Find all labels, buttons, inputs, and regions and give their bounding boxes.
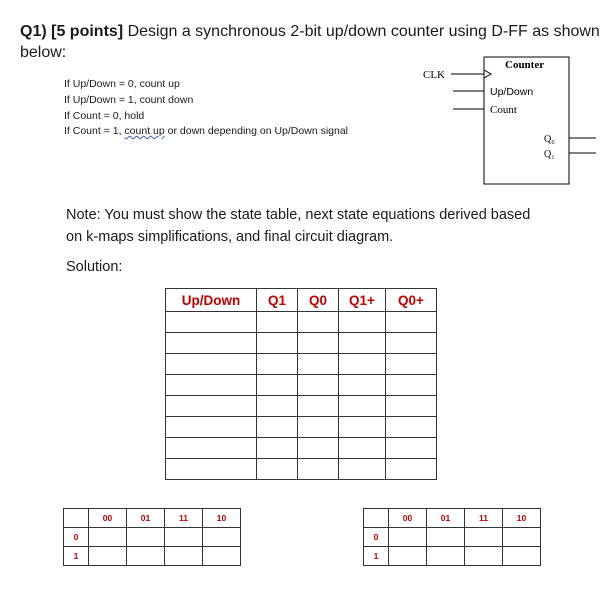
state-table-cell [166, 396, 257, 417]
state-table-cell [386, 438, 437, 459]
state-table-row [166, 375, 437, 396]
state-table [165, 288, 437, 480]
kmap-cell [503, 547, 541, 566]
kmap-cell [127, 547, 165, 566]
state-table-row [166, 417, 437, 438]
solution-label: Solution: [66, 259, 123, 275]
kmap-col-header: 01 [427, 509, 465, 528]
header-q0-next: Q0+ [386, 289, 437, 312]
kmap-cell [89, 528, 127, 547]
state-table-cell [257, 459, 298, 480]
kmap-cell [203, 528, 241, 547]
question-number: Q1) [20, 23, 47, 40]
kmap-cell [165, 547, 203, 566]
kmap-cell [165, 528, 203, 547]
kmap-right [363, 508, 541, 566]
state-table-cell [257, 354, 298, 375]
state-table-cell [257, 312, 298, 333]
state-table-cell [339, 417, 386, 438]
state-table-row [166, 438, 437, 459]
q0-port-label: Q₀ [544, 134, 555, 145]
state-table-cell [298, 333, 339, 354]
state-table-cell [339, 333, 386, 354]
state-table-cell [166, 417, 257, 438]
state-table-cell [166, 312, 257, 333]
kmap-left [63, 508, 241, 566]
state-table-cell [339, 354, 386, 375]
rule-count-0: If Count = 0, hold [64, 110, 145, 122]
state-table-cell [257, 438, 298, 459]
state-table-cell [386, 375, 437, 396]
kmap-row-header: 0 [64, 528, 89, 547]
state-table-cell [166, 459, 257, 480]
kmap-col-header: 00 [389, 509, 427, 528]
counter-title: Counter [505, 59, 545, 71]
header-q1-next: Q1+ [339, 289, 386, 312]
kmap-corner [364, 509, 389, 528]
state-table-cell [339, 396, 386, 417]
state-table-row [166, 312, 437, 333]
state-table-cell [298, 417, 339, 438]
state-table-cell [166, 354, 257, 375]
state-table-cell [386, 417, 437, 438]
state-table-cell [298, 396, 339, 417]
state-table-cell [386, 333, 437, 354]
state-table-cell [339, 312, 386, 333]
state-table-cell [166, 333, 257, 354]
state-table-cell [166, 375, 257, 396]
state-table-cell [339, 438, 386, 459]
state-table-cell [386, 396, 437, 417]
rule-up-down-1: If Up/Down = 1, count down [64, 94, 194, 106]
q1-port-label: Q₁ [544, 149, 555, 160]
header-up-down: Up/Down [166, 289, 257, 312]
question-points: [5 points] [51, 23, 124, 40]
state-table-cell [386, 354, 437, 375]
counter-block-diagram [0, 0, 604, 200]
state-table-cell [298, 375, 339, 396]
kmap-cell [503, 528, 541, 547]
kmap-cell [427, 528, 465, 547]
kmap-col-header: 11 [465, 509, 503, 528]
state-table-cell [339, 459, 386, 480]
clk-label: CLK [423, 69, 445, 81]
state-table-cell [257, 375, 298, 396]
state-table-cell [298, 312, 339, 333]
state-table-cell [257, 333, 298, 354]
state-table-row [166, 354, 437, 375]
kmap-cell [389, 547, 427, 566]
kmap-cell [465, 528, 503, 547]
kmap-col-header: 00 [89, 509, 127, 528]
kmap-cell [389, 528, 427, 547]
counter-box [484, 57, 569, 184]
state-table-cell [298, 438, 339, 459]
kmap-corner [64, 509, 89, 528]
state-table-row [166, 396, 437, 417]
kmap-cell [127, 528, 165, 547]
kmap-row-header: 0 [364, 528, 389, 547]
rule-up-down-0: If Up/Down = 0, count up [64, 78, 180, 90]
count-port-label: Count [490, 104, 517, 116]
kmap-row-header: 1 [364, 547, 389, 566]
kmap-col-header: 10 [503, 509, 541, 528]
question-prompt-continued: below: [20, 44, 67, 61]
question-prompt: Design a synchronous 2-bit up/down counter using D-FF as shown [127, 23, 600, 40]
up-down-port-label: Up/Down [490, 86, 534, 98]
state-table-cell [298, 459, 339, 480]
kmap-cell [89, 547, 127, 566]
kmap-cell [465, 547, 503, 566]
state-table-cell [298, 354, 339, 375]
spell-check-underline: count up [124, 125, 165, 137]
state-table-row [166, 333, 437, 354]
state-table-row [166, 459, 437, 480]
header-q0: Q0 [298, 289, 339, 312]
kmap-cell [427, 547, 465, 566]
kmap-col-header: 11 [165, 509, 203, 528]
clock-triangle [484, 70, 491, 78]
kmap-cell [203, 547, 241, 566]
state-table-cell [257, 396, 298, 417]
state-table-cell [386, 459, 437, 480]
state-table-cell [386, 312, 437, 333]
state-table-cell [339, 375, 386, 396]
note-text: Note: You must show the state table, next state equations derived based on k-maps simplifications, and final circuit diagram. [66, 207, 531, 245]
kmap-row-header: 1 [64, 547, 89, 566]
header-q1: Q1 [257, 289, 298, 312]
kmap-col-header: 10 [203, 509, 241, 528]
rule-count-1: If Count = 1, count up or down depending on Up/Down signal [64, 125, 349, 137]
state-table-cell [166, 438, 257, 459]
state-table-cell [257, 417, 298, 438]
kmap-col-header: 01 [127, 509, 165, 528]
